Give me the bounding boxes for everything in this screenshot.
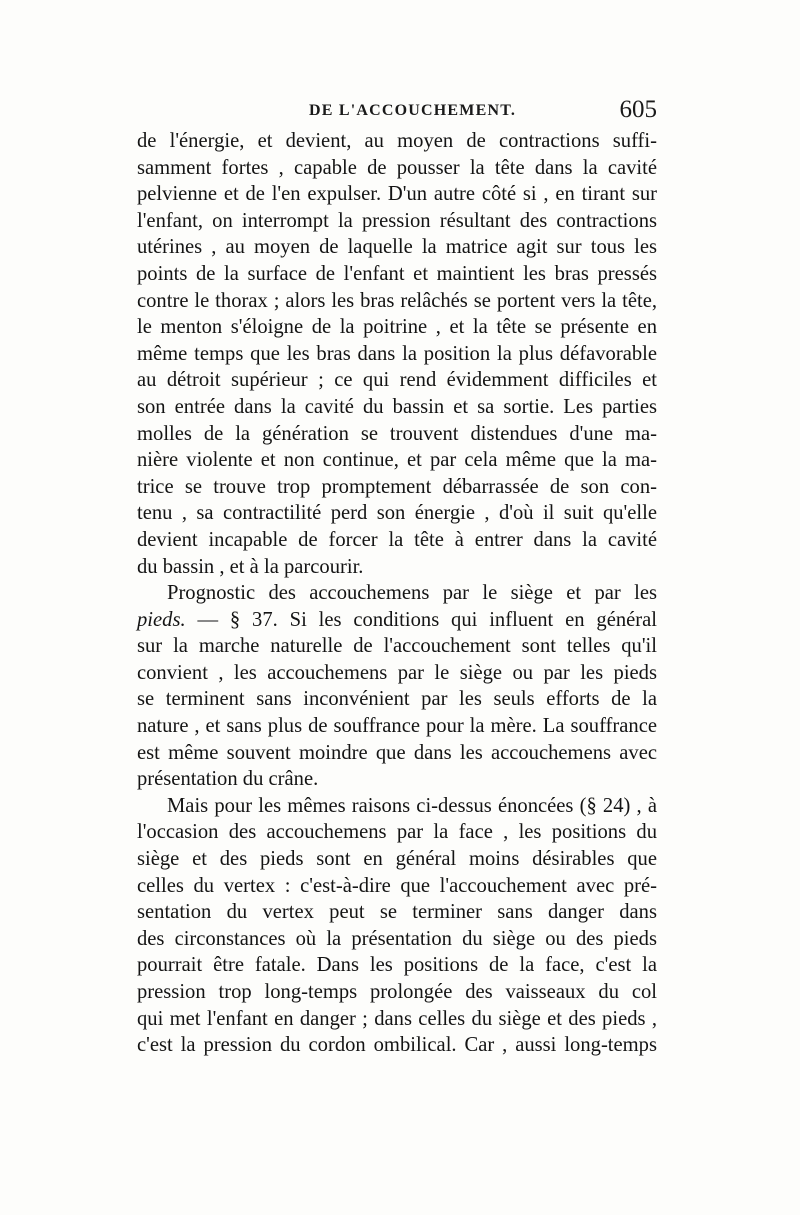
text-line: pression trop long-temps prolongée des vaisseaux du col — [137, 981, 657, 1003]
section-number-text: — § 37. Si les conditions qui influent en général — [185, 608, 657, 631]
section-heading-end: pieds. — [137, 608, 186, 631]
text-line: devient incapable de forcer la tête à entrer dans la cavité — [137, 528, 657, 551]
text-line: qui met l'enfant en danger ; dans celles du siège et des pieds , — [137, 1007, 657, 1030]
text-line: pelvienne et de l'en expulser. D'un autre côté si , en tirant sur — [137, 183, 657, 206]
text-line: nière violente et non continue, et par cela même que la ma- — [137, 449, 657, 472]
running-head — [137, 94, 657, 124]
text-line: siège et des pieds sont en général moins désirables que — [137, 848, 657, 871]
section-heading: Prognostic des accouchemens par le siège et par les — [167, 582, 657, 605]
text-line: contre le thorax ; alors les bras relâchés se portent vers la tête, — [137, 289, 657, 312]
text-line: c'est la pression du cordon ombilical. Car , aussi long-temps — [137, 1034, 657, 1057]
text-line: trice se trouve trop promptement débarrassée de son con- — [137, 475, 657, 498]
text-line: du bassin , et à la parcourir. — [137, 555, 364, 578]
text-line: nature , et sans plus de souffrance pour la mère. La souffrance — [137, 715, 657, 738]
text-line: samment fortes , capable de pousser la tête dans la cavité — [137, 156, 657, 179]
text-line: des circonstances où la présentation du siège ou des pieds — [137, 927, 657, 950]
body-text — [137, 128, 657, 1059]
text-line: même temps que les bras dans la position la plus défavorable — [137, 342, 657, 365]
section-heading-line2 — [137, 607, 657, 634]
text-line: Mais pour les mêmes raisons ci-dessus énoncées (§ 24) , à — [167, 794, 657, 817]
text-line: sentation du vertex peut se terminer sans danger dans — [137, 901, 657, 924]
text-line: points de la surface de l'enfant et maintient les bras pressés — [137, 262, 657, 285]
text-line: molles de la génération se trouvent distendues d'une ma- — [137, 422, 657, 445]
running-title: DE L'ACCOUCHEMENT. — [309, 102, 517, 119]
text-line: présentation du crâne. — [137, 768, 319, 791]
text-line: tenu , sa contractilité perd son énergie , d'où il suit qu'elle — [137, 502, 657, 525]
text-line: convient , les accouchemens par le siège ou par les pieds — [137, 661, 657, 684]
text-line: celles du vertex : c'est-à-dire que l'accouchement avec pré- — [137, 874, 657, 897]
text-line: le menton s'éloigne de la poitrine , et la tête se présente en — [137, 316, 657, 339]
text-line: l'occasion des accouchemens par la face , les positions du — [137, 821, 657, 844]
text-line: au détroit supérieur ; ce qui rend évidemment difficiles et — [137, 369, 657, 392]
page-number: 605 — [619, 96, 657, 123]
text-line: est même souvent moindre que dans les accouchemens avec — [137, 741, 657, 764]
text-line: se terminent sans inconvénient par les seuls efforts de la — [137, 688, 657, 711]
text-line: son entrée dans la cavité du bassin et sa sortie. Les parties — [137, 395, 657, 418]
text-line: de l'énergie, et devient, au moyen de contractions suffi- — [137, 130, 657, 152]
text-line: sur la marche naturelle de l'accouchement sont telles qu'il — [137, 635, 657, 658]
text-line: utérines , au moyen de laquelle la matrice agit sur tous les — [137, 236, 657, 259]
text-line: l'enfant, on interrompt la pression résultant des contractions — [137, 209, 657, 232]
text-line: pourrait être fatale. Dans les positions de la face, c'est la — [137, 954, 657, 977]
